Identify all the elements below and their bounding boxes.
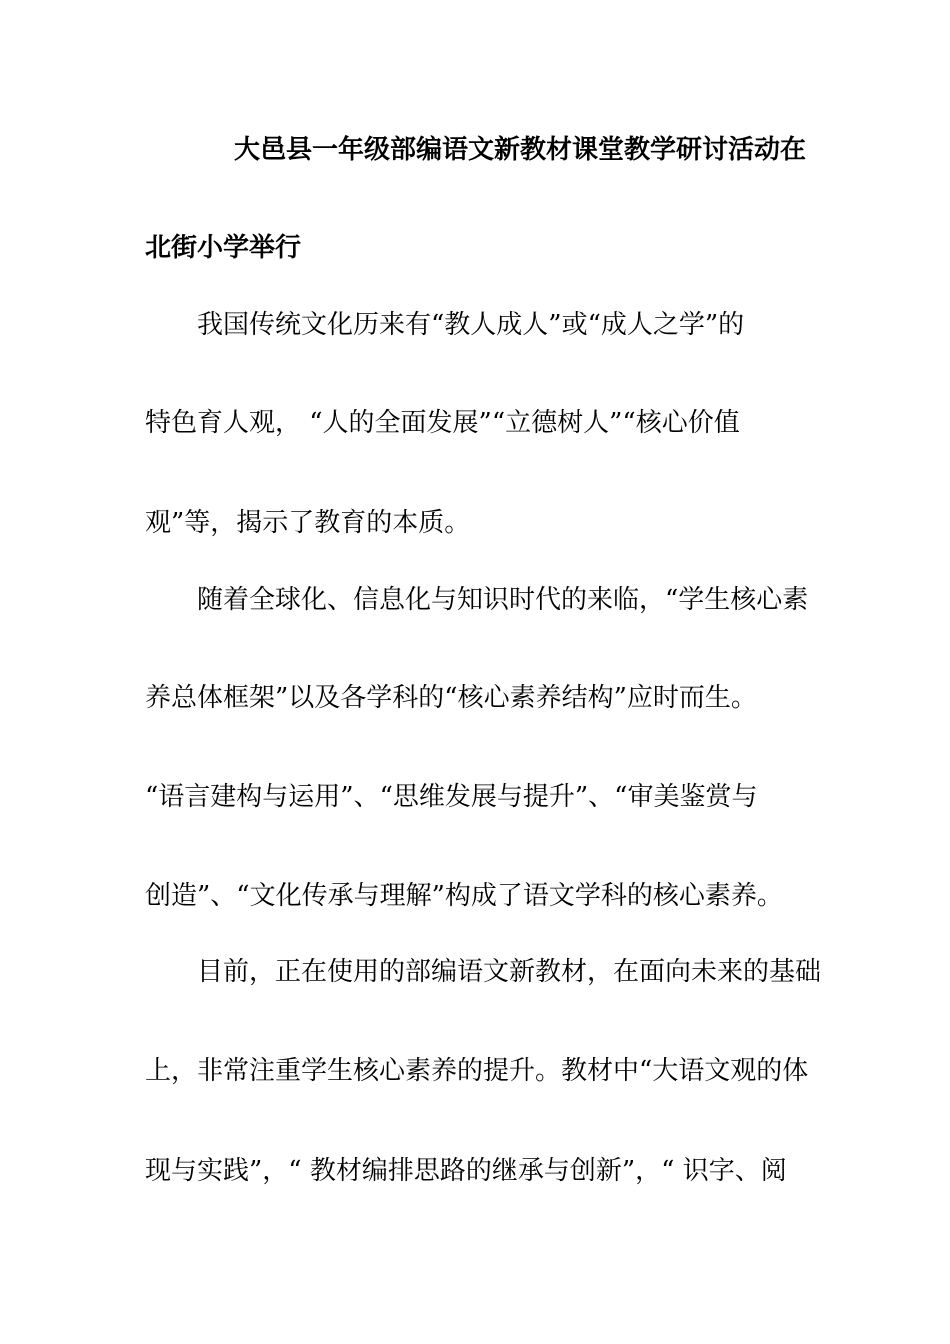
title-line-2: 北街小学举行 bbox=[145, 233, 302, 263]
body-line-8: 目前，正在使用的部编语文新教材，在面向未来的基础 bbox=[197, 957, 822, 987]
body-line-10: 现与实践”，“ 教材编排思路的继承与创新”，“ 识字、阅 bbox=[145, 1156, 787, 1186]
body-line-6: “语言建构与运用”、“思维发展与提升”、“审美鉴赏与 bbox=[145, 782, 758, 812]
body-line-4: 随着全球化、信息化与知识时代的来临，“学生核心素 bbox=[197, 585, 809, 615]
body-line-2: 特色育人观， “人的全面发展”“立德树人”“核心价值 bbox=[145, 408, 740, 438]
title-line-1: 大邑县一年级部编语文新教材课堂教学研讨活动在 bbox=[234, 135, 807, 165]
body-line-7: 创造”、“文化传承与理解”构成了语文学科的核心素养。 bbox=[145, 881, 783, 911]
body-line-9: 上，非常注重学生核心素养的提升。教材中“大语文观的体 bbox=[145, 1056, 809, 1086]
body-line-5: 养总体框架”以及各学科的“核心素养结构”应时而生。 bbox=[145, 683, 757, 713]
body-line-3: 观”等，揭示了教育的本质。 bbox=[145, 508, 471, 538]
body-line-1: 我国传统文化历来有“教人成人”或“成人之学”的 bbox=[197, 310, 745, 340]
